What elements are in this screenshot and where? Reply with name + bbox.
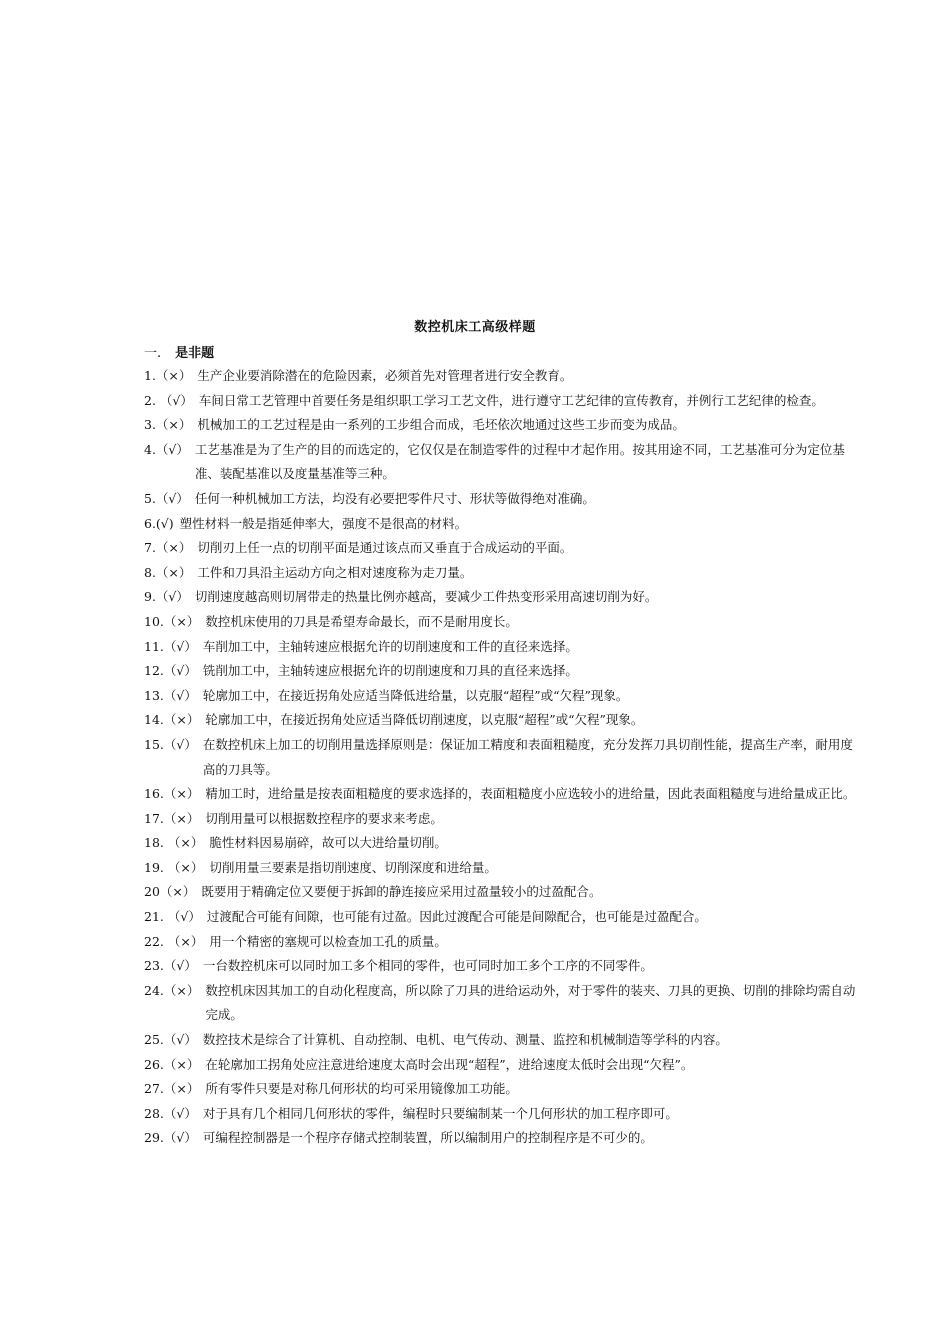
question-answer-mark: 12.（√） [144,663,197,679]
question-text: 可编程控制器是一个程序存储式控制装置，所以编制用户的控制程序是不可少的。 [202,1130,653,1146]
question-text: 轮廓加工中，在接近拐角处应适当降低切削速度，以克服“超程”或“欠程”现象。 [205,712,644,728]
question-text: 切削用量三要素是指切削速度、切削深度和进给量。 [209,859,497,875]
question-item [144,585,864,610]
question-item [144,1077,864,1102]
question-text: 工件和刀具沿主运动方向之相对速度称为走刀量。 [197,564,473,580]
question-text: 轮廓加工中，在接近拐角处应适当降低进给量，以克服“超程”或“欠程”现象。 [202,687,629,703]
question-item [144,1028,864,1053]
question-text: 切削刃上任一点的切削平面是通过该点而又垂直于合成运动的平面。 [197,540,573,556]
question-item [144,954,864,979]
question-answer-mark: 7.（×） [144,540,192,556]
question-answer-mark: 8.（×） [144,564,192,580]
question-text: 在数控机床上加工的切削用量选择原则是：保证加工精度和表面粗糙度，充分发挥刀具切削性能，提高生产率，耐用度高的刀具等。 [202,736,853,777]
question-answer-mark: 14.（×） [144,712,200,728]
question-answer-mark: 13.（√） [144,687,197,703]
question-text: 塑性材料一般是指延伸率大，强度不是很高的材料。 [179,515,468,531]
question-item [144,979,864,1028]
question-answer-mark: 17.（×） [144,810,200,826]
question-answer-mark: 19. （×） [144,859,204,875]
question-answer-mark: 24.（×） [144,982,200,998]
question-answer-mark: 15.（√） [144,736,197,752]
document-title: 数控机床工高级样题 [414,320,536,335]
question-answer-mark: 10.（×） [144,613,200,629]
question-item [144,635,864,660]
section-title: 是非题 [175,346,215,361]
question-answer-mark: 1.（×） [144,368,192,383]
question-text: 铣削加工中，主轴转速应根据允许的切削速度和刀具的直径来选择。 [202,663,578,679]
question-item [144,389,864,414]
question-item [144,438,864,487]
question-text: 数控技术是综合了计算机、自动控制、电机、电气传动、测量、监控和机械制造等学科的内容。 [202,1032,728,1048]
question-text: 生产企业要消除潜在的危险因素，必须首先对管理者进行安全教育。 [197,368,573,383]
question-item [144,413,864,438]
question-answer-mark: 23.（√） [144,958,197,974]
question-text: 数控机床因其加工的自动化程度高，所以除了刀具的进给运动外，对于零件的装夹、刀具的更换、切削的排除均需自动完成。 [205,982,856,1023]
section-heading [144,342,214,361]
question-item [144,1102,864,1127]
question-item [144,487,864,512]
question-answer-mark: 18. （×） [144,835,204,851]
question-list [144,364,864,1151]
question-item [144,1053,864,1078]
question-text: 切削用量可以根据数控程序的要求来考虑。 [205,810,443,826]
question-text: 过渡配合可能有间隙，也可能有过盈。因此过渡配合可能是间隙配合，也可能是过盈配合。 [206,909,707,925]
question-text: 切削速度越高则切屑带走的热量比例亦越高，要减少工件热变形采用高速切削为好。 [194,589,658,605]
question-item [144,1126,864,1151]
question-text: 数控机床使用的刀具是希望寿命最长，而不是耐用度长。 [205,613,518,629]
question-item [144,512,864,537]
question-text: 精加工时，进给量是按表面粗糙度的要求选择的，表面粗糙度小应选较小的进给量，因此表面粗糙度与进给量成正比。 [205,786,856,802]
question-text: 车间日常工艺管理中首要任务是组织职工学习工艺文件，进行遵守工艺纪律的宣传教育，并例行工艺纪律的检查。 [198,392,824,408]
question-answer-mark: 4.（√） [144,441,189,457]
question-item [144,807,864,832]
question-item [144,880,864,905]
question-answer-mark: 25.（√） [144,1032,197,1048]
question-item [144,684,864,709]
question-item [144,708,864,733]
question-answer-mark: 5.（√） [144,490,189,506]
question-answer-mark: 6.(√) [144,515,174,531]
question-item [144,733,864,782]
question-text: 一台数控机床可以同时加工多个相同的零件，也可同时加工多个工序的不同零件。 [202,958,653,974]
question-answer-mark: 2. （√） [144,392,193,408]
question-answer-mark: 9.（√） [144,589,189,605]
question-answer-mark: 20（×） [144,884,196,900]
question-item [144,905,864,930]
question-item [144,856,864,881]
question-text: 脆性材料因易崩碎，故可以大进给量切削。 [209,835,447,851]
question-text: 工艺基准是为了生产的目的而选定的，它仅仅是在制造零件的过程中才起作用。按其用途不同，工艺基准可分为定位基准、装配基准以及度量基准等三种。 [194,441,845,482]
question-answer-mark: 29.（√） [144,1130,197,1146]
question-text: 对于具有几个相同几何形状的零件，编程时只要编制某一个几何形状的加工程序即可。 [202,1105,678,1121]
question-text: 用一个精密的塞规可以检查加工孔的质量。 [209,933,447,949]
question-text: 任何一种机械加工方法，均没有必要把零件尺寸、形状等做得绝对准确。 [194,490,595,506]
question-answer-mark: 11.（√） [144,638,197,654]
question-answer-mark: 26.（×） [144,1056,200,1072]
question-item [144,364,864,389]
question-answer-mark: 21. （√） [144,909,201,925]
question-answer-mark: 3.（×） [144,417,192,433]
question-item [144,930,864,955]
question-text: 机械加工的工艺过程是由一系列的工步组合而成，毛坯依次地通过这些工步而变为成品。 [197,417,685,433]
question-item [144,610,864,635]
question-answer-mark: 28.（√） [144,1105,197,1121]
section-number: 一. [144,346,162,361]
question-item [144,831,864,856]
question-text: 车削加工中，主轴转速应根据允许的切削速度和工件的直径来选择。 [202,638,578,654]
question-text: 在轮廓加工拐角处应注意进给速度太高时会出现“超程”，进给速度太低时会出现“欠程”。 [205,1056,694,1072]
question-text: 既要用于精确定位又要便于拆卸的静连接应采用过盈量较小的过盈配合。 [201,884,602,900]
question-answer-mark: 16.（×） [144,786,200,802]
question-answer-mark: 27.（×） [144,1081,200,1097]
question-item [144,561,864,586]
question-answer-mark: 22. （×） [144,933,204,949]
question-item [144,536,864,561]
question-item [144,659,864,684]
question-text: 所有零件只要是对称几何形状的均可采用镜像加工功能。 [205,1081,518,1097]
question-item [144,782,864,807]
